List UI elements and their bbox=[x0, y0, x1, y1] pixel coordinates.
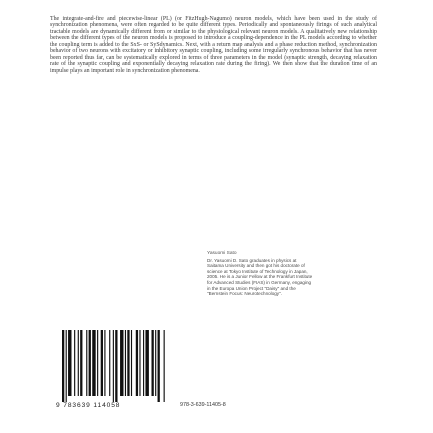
barcode-bar bbox=[68, 330, 71, 396]
barcode-bar bbox=[104, 330, 105, 396]
barcode-bar bbox=[101, 330, 103, 396]
barcode-bar bbox=[125, 330, 126, 396]
barcode-bar bbox=[143, 330, 144, 396]
barcode-bar bbox=[97, 330, 98, 396]
author-bio bbox=[207, 251, 313, 297]
barcode-bar bbox=[89, 330, 91, 396]
barcode-bar bbox=[115, 330, 117, 402]
author-name: Yasuomi Sato bbox=[207, 251, 237, 256]
barcode-bar bbox=[109, 330, 110, 396]
author-bio-text: Dr. Yasuomi D. Sato graduates in physics at Saitama University and then got his doctorate of science at Tokyo Institute of Technology in Japan, 2005. He is a Junior Fellow at the Frankfurt Institute for Advanced Studies (FIAS) in Germany, engaging in the Europa Union Project "Daisy" and the "Bernstein Focus: Neurotechnology". bbox=[207, 257, 313, 297]
barcode-bar bbox=[120, 330, 123, 396]
barcode-bar bbox=[86, 330, 87, 396]
barcode bbox=[56, 330, 176, 412]
barcode-bar bbox=[155, 330, 156, 396]
barcode-bar bbox=[164, 330, 165, 402]
barcode-bar bbox=[78, 330, 79, 396]
barcode-bar bbox=[131, 330, 132, 396]
isbn-label: 978-3-639-11405-8 bbox=[180, 402, 226, 408]
barcode-bar bbox=[62, 330, 64, 402]
barcode-bar bbox=[136, 330, 138, 396]
barcode-bar bbox=[145, 330, 148, 396]
barcode-bars bbox=[62, 330, 166, 402]
abstract-text: The integrate-and-fire and piecewise-linear (PL) (or FitzHugh-Nagumo) neuron models, which have been used in the study of synchronization phenomena, were often regarded to be quite different types. Periodically and spontaneously firings of such analytical tractable models are dynamically different from or similar to the physiological relevant neuron models. A qualitatively new relationship between the different types of the neuron models is proposed to introduce a coupling-dependence in the PL models according to whether the coupling term is added to the SxS- or SySdynamics. Next, with a return map analysis and a phase reduction method, synchronization behavior of two neurons with excitatory or inhibitory synaptic coupling, including some irregularly synchronous behavior that has never been reported thus far, can be systematically explored in terms of three parameters in the model (synaptic strength, decaying relaxation rate of the synaptic coupling and exponentially decaying relaxation rate during the firing). We then show that the duration time of an impulse plays an important role in synchronization phenomena. bbox=[50, 16, 377, 74]
barcode-bar bbox=[80, 330, 82, 396]
barcode-bar bbox=[92, 330, 95, 396]
barcode-bar bbox=[139, 330, 140, 396]
barcode-bar bbox=[66, 330, 67, 402]
barcode-bar bbox=[113, 330, 114, 402]
barcode-bar bbox=[127, 330, 129, 396]
barcode-bar bbox=[158, 330, 160, 402]
barcode-bar bbox=[74, 330, 75, 396]
barcode-bar bbox=[151, 330, 153, 396]
barcode-digits: 9 783639 114058 bbox=[56, 402, 121, 409]
